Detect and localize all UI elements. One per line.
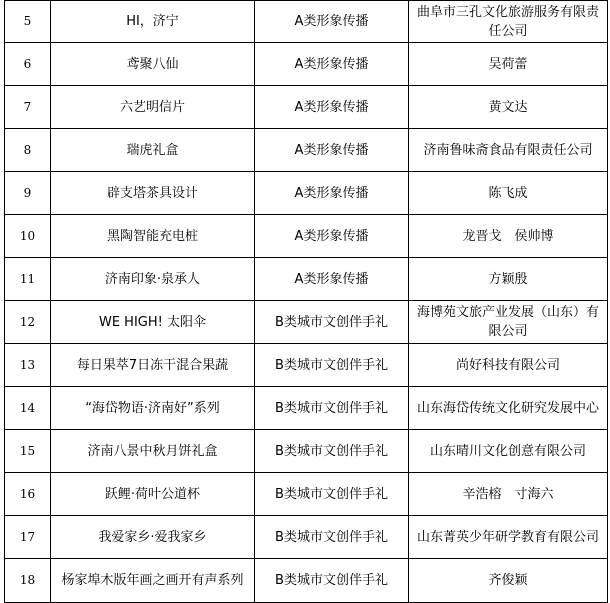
row-number: 5 [5,1,51,43]
category: A类形象传播 [255,258,409,301]
category: B类城市文创伴手礼 [255,387,409,430]
owner: 齐俊颖 [409,559,608,603]
category: A类形象传播 [255,129,409,172]
work-name: WE HIGH! 太阳伞 [51,301,255,344]
work-name: 杨家埠木版年画之画开有声系列 [51,559,255,603]
category: B类城市文创伴手礼 [255,559,409,603]
work-name: 瑞虎礼盒 [51,129,255,172]
work-name: 每日果萃7日冻干混合果蔬 [51,344,255,387]
owner: 龙晋戈 侯帅博 [409,215,608,258]
row-number: 9 [5,172,51,215]
owner: 山东菁英少年研学教育有限公司 [409,516,608,559]
owner: 吴荷蕾 [409,43,608,86]
category: B类城市文创伴手礼 [255,344,409,387]
table-row [5,473,608,516]
row-number: 6 [5,43,51,86]
row-number: 15 [5,430,51,473]
owner: 山东晴川文化创意有限公司 [409,430,608,473]
owner: 方颖殷 [409,258,608,301]
row-number: 7 [5,86,51,129]
work-name: “海岱物语·济南好”系列 [51,387,255,430]
table-row [5,344,608,387]
work-name: HI，济宁 [51,1,255,43]
awards-table [4,0,608,603]
owner: 陈飞成 [409,172,608,215]
work-name: 济南印象·泉承人 [51,258,255,301]
table-row [5,301,608,344]
work-name: 济南八景中秋月饼礼盒 [51,430,255,473]
table-row [5,215,608,258]
table-row [5,172,608,215]
owner: 山东海岱传统文化研究发展中心 [409,387,608,430]
category: B类城市文创伴手礼 [255,516,409,559]
category: B类城市文创伴手礼 [255,301,409,344]
category: B类城市文创伴手礼 [255,430,409,473]
table-row [5,1,608,43]
category: A类形象传播 [255,1,409,43]
table-row [5,258,608,301]
work-name: 跃鲤·荷叶公道杯 [51,473,255,516]
owner: 济南鲁味斋食品有限责任公司 [409,129,608,172]
table-row [5,387,608,430]
table-row [5,43,608,86]
work-name: 鸢聚八仙 [51,43,255,86]
table-row [5,86,608,129]
work-name: 辟支塔茶具设计 [51,172,255,215]
table-row [5,559,608,603]
row-number: 8 [5,129,51,172]
row-number: 14 [5,387,51,430]
category: A类形象传播 [255,43,409,86]
work-name: 六艺明信片 [51,86,255,129]
row-number: 11 [5,258,51,301]
work-name: 黑陶智能充电桩 [51,215,255,258]
owner: 黄文达 [409,86,608,129]
row-number: 18 [5,559,51,603]
category: B类城市文创伴手礼 [255,473,409,516]
category: A类形象传播 [255,215,409,258]
row-number: 12 [5,301,51,344]
work-name: 我爱家乡·爱我家乡 [51,516,255,559]
owner: 辛浩榕 寸海六 [409,473,608,516]
table-row [5,430,608,473]
table-row [5,129,608,172]
owner: 海博苑文旅产业发展（山东）有限公司 [409,301,608,344]
owner: 尚好科技有限公司 [409,344,608,387]
category: A类形象传播 [255,86,409,129]
category: A类形象传播 [255,172,409,215]
owner: 曲阜市三孔文化旅游服务有限责任公司 [409,1,608,43]
row-number: 17 [5,516,51,559]
row-number: 13 [5,344,51,387]
table-row [5,516,608,559]
row-number: 10 [5,215,51,258]
row-number: 16 [5,473,51,516]
